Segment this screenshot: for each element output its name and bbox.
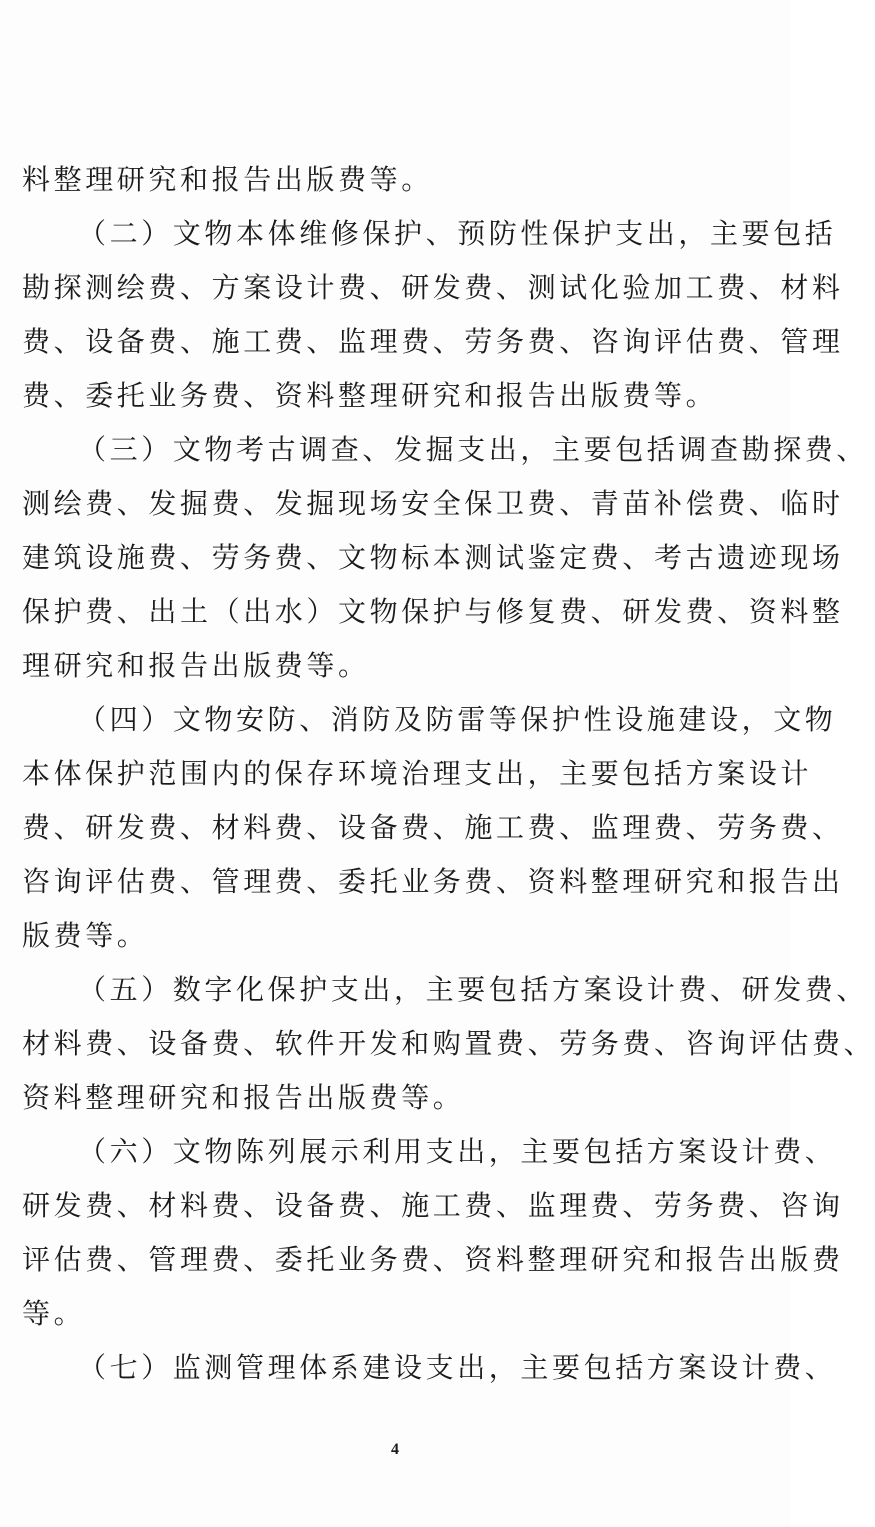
text-line: 材料费、设备费、软件开发和购置费、劳务费、咨询评估费、	[22, 1027, 875, 1060]
text-line: 本体保护范围内的保存环境治理支出，主要包括方案设计	[22, 757, 813, 790]
text-line: 理研究和报告出版费等。	[22, 649, 370, 682]
text-line: 建筑设施费、劳务费、文物标本测试鉴定费、考古遗迹现场	[22, 541, 844, 574]
page-number: 4	[391, 1441, 399, 1458]
text-line: 保护费、出土（出水）文物保护与修复费、研发费、资料整	[22, 595, 844, 628]
text-line: 版费等。	[22, 919, 149, 952]
text-line: 费、委托业务费、资料整理研究和报告出版费等。	[22, 379, 718, 412]
text-line: 勘探测绘费、方案设计费、研发费、测试化验加工费、材料	[22, 271, 844, 304]
paragraph-6-heading: （六）文物陈列展示利用支出，主要包括方案设计费、	[78, 1135, 837, 1168]
text-line: 评估费、管理费、委托业务费、资料整理研究和报告出版费	[22, 1243, 844, 1276]
paragraph-3-heading: （三）文物考古调查、发掘支出，主要包括调查勘探费、	[78, 433, 869, 466]
text-line: 费、研发费、材料费、设备费、施工费、监理费、劳务费、	[22, 811, 844, 844]
paragraph-4-heading: （四）文物安防、消防及防雷等保护性设施建设，文物	[78, 703, 837, 736]
paragraph-2-heading: （二）文物本体维修保护、预防性保护支出，主要包括	[78, 217, 837, 250]
text-line: 研发费、材料费、设备费、施工费、监理费、劳务费、咨询	[22, 1189, 844, 1222]
text-line: 测绘费、发掘费、发掘现场安全保卫费、青苗补偿费、临时	[22, 487, 844, 520]
text-line: 咨询评估费、管理费、委托业务费、资料整理研究和报告出	[22, 865, 844, 898]
paragraph-7-heading: （七）监测管理体系建设支出，主要包括方案设计费、	[78, 1351, 837, 1384]
paragraph-5-heading: （五）数字化保护支出，主要包括方案设计费、研发费、	[78, 973, 869, 1006]
text-line: 资料整理研究和报告出版费等。	[22, 1081, 465, 1114]
text-line: 费、设备费、施工费、监理费、劳务费、咨询评估费、管理	[22, 325, 844, 358]
text-line: 料整理研究和报告出版费等。	[22, 163, 433, 196]
text-line: 等。	[22, 1297, 86, 1330]
